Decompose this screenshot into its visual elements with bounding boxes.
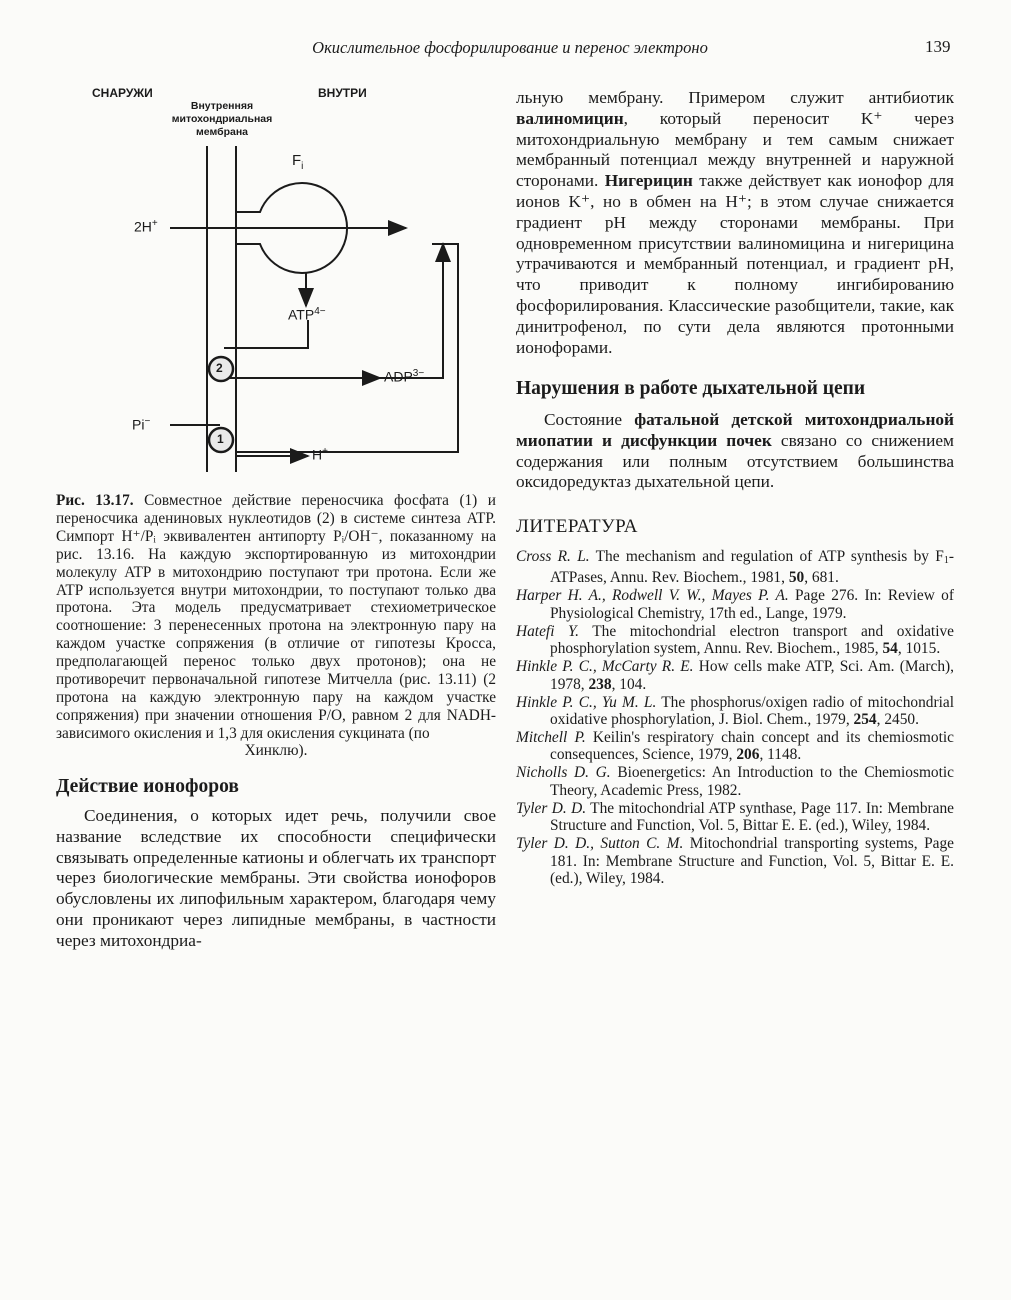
label-atp: $ATP^{4-}$ [288, 306, 326, 323]
label-outside: СНАРУЖИ [92, 86, 153, 100]
caption-text: Совместное действие переносчика фосфата (1) и переносчика адениновых нуклеотидов (2) в системе синтеза ATP. Симпорт H⁺/Pᵢ эквивалентен антипорту Pᵢ/OH⁻, показанному на рис. 13.16. На каждую экспортированную из митохондрии молекулу ATP в митохондрию поступают три протона. Если же ATP используется внутри митохондрии, то поступают только два протона. Эта модель предусматривает стехиометрическое соотношение: 3 перенесенных протона на электронную пару на каждом участке сопряжения (в отличие от гипотезы Кросса, предполагающей перенос только двух протонов); она не противоречит первоначальной гипотезе Митчелла (рис. 13.11) (2 протона на каждую электронную пару на каждом участке сопряжения) при значении отношения P/O, равном 2 для NADH-зависимого окисления и 1,3 для окисления сукцината (по [56, 492, 496, 742]
label-fi: $F_i$ [292, 152, 304, 172]
diagram-svg [112, 80, 484, 480]
caption-label: Рис. 13.17. [56, 492, 134, 509]
reference-list [516, 548, 954, 888]
reference-item: Tyler D. D., Sutton C. M. Mitochondrial transporting systems, Page 181. In: Membrane Structure and Function, Vol. 5, Bittar E. E. (ed.), Wiley, 1984. [516, 835, 954, 888]
label-h-out: H+ [312, 446, 328, 463]
adp-import-path [224, 244, 443, 378]
label-pi: Pi− [132, 416, 151, 433]
label-2h: 2H+ [134, 218, 158, 235]
reference-item: Tyler D. D. The mitochondrial ATP synthase, Page 117. In: Membrane Structure and Function, Vol. 5, Bittar E. E. (ed.), Wiley, 1984. [516, 799, 955, 835]
reference-item: Cross R. L. The mechanism and regulation of ATP synthesis by $F_1$-ATPases, Annu. Rev. Biochem., 1981, 50, 681. [516, 548, 954, 587]
running-title: Окислительное фосфорилирование и перенос электроно [312, 38, 708, 57]
ionophores-paragraph: Соединения, о которых идет речь, получили свое название вследствие их способности специфически связывать определенные катионы и облегчать их транспорт через биологические мембраны. Эти свойства ионофоров обусловлены их липофильным характером, благодаря чему они проникают через липидные мембраны, в частности через митохондриа- [56, 806, 496, 950]
label-carrier-1: 1 [217, 432, 224, 446]
reference-item: Hatefi Y. The mitochondrial electron transport and oxidative phosphorylation system, Annu. Rev. Biochem., 1985, 54, 1015. [516, 622, 955, 658]
section-title-ionophores: Действие ионофоров [56, 776, 239, 797]
reference-item: Hinkle P. C., McCarty R. E. How cells make ATP, Sci. Am. (March), 1978, 238, 104. [516, 658, 954, 693]
figure-caption [56, 492, 496, 760]
reference-item: Mitchell P. Keilin's respiratory chain concept and its chemiosmotic consequences, Science, 1979, 206, 1148. [516, 729, 954, 764]
label-inside: ВНУТРИ [318, 86, 367, 100]
label-adp: $ADP^{3-}$ [384, 368, 425, 385]
label-membrane: Внутренняя митохондриальная мембрана [171, 100, 273, 138]
reference-item: Hinkle P. C., Yu M. L. The phosphorus/oxigen radio of mitochondrial oxidative phosphorylation, J. Biol. Chem., 1979, 254, 2450. [516, 693, 954, 729]
reference-item: Nicholls D. G. Bioenergetics: An Introduction to the Chemiosmotic Theory, Academic Press, 1982. [516, 764, 954, 799]
continuation-paragraph: льную мембрану. Примером служит антибиотик валиномицин, который переносит K⁺ через митохондриальную мембрану и тем самым снижает мембранный потенциал между внутренней и наружной сторонами. Нигерицин также действует как ионофор для ионов K⁺, но в обмен на H⁺; в этом случае снижается градиент pH между сторонами мембраны. При одновременном присутствии валиномицина и нигерицина утрачиваются и мембранный потенциал, и градиент pH, что приводит к полному ингибированию фосфорилирования. Классические разобщители, такие, как динитрофенол, по сути дела являются протонными ионофорами. [516, 88, 954, 357]
caption-last-line: Хинклю). [244, 741, 308, 759]
literature-title: ЛИТЕРАТУРА [516, 516, 638, 537]
reference-item: Harper H. A., Rodwell V. W., Mayes P. A. Page 276. In: Review of Physiological Chemistry, 17th ed., Lange, 1979. [516, 587, 954, 622]
respiratory-paragraph: Состояние фатальной детской митохондриальной миопатии и дисфункции почек связано со снижением содержания или полным отсутствием большинства оксидоредуктаз дыхательной цепи. [516, 410, 954, 492]
section-title-respiratory: Нарушения в работе дыхательной цепи [516, 378, 866, 399]
figure-diagram [92, 80, 484, 480]
label-carrier-2: 2 [216, 361, 223, 375]
page-number: 139 [925, 37, 951, 56]
